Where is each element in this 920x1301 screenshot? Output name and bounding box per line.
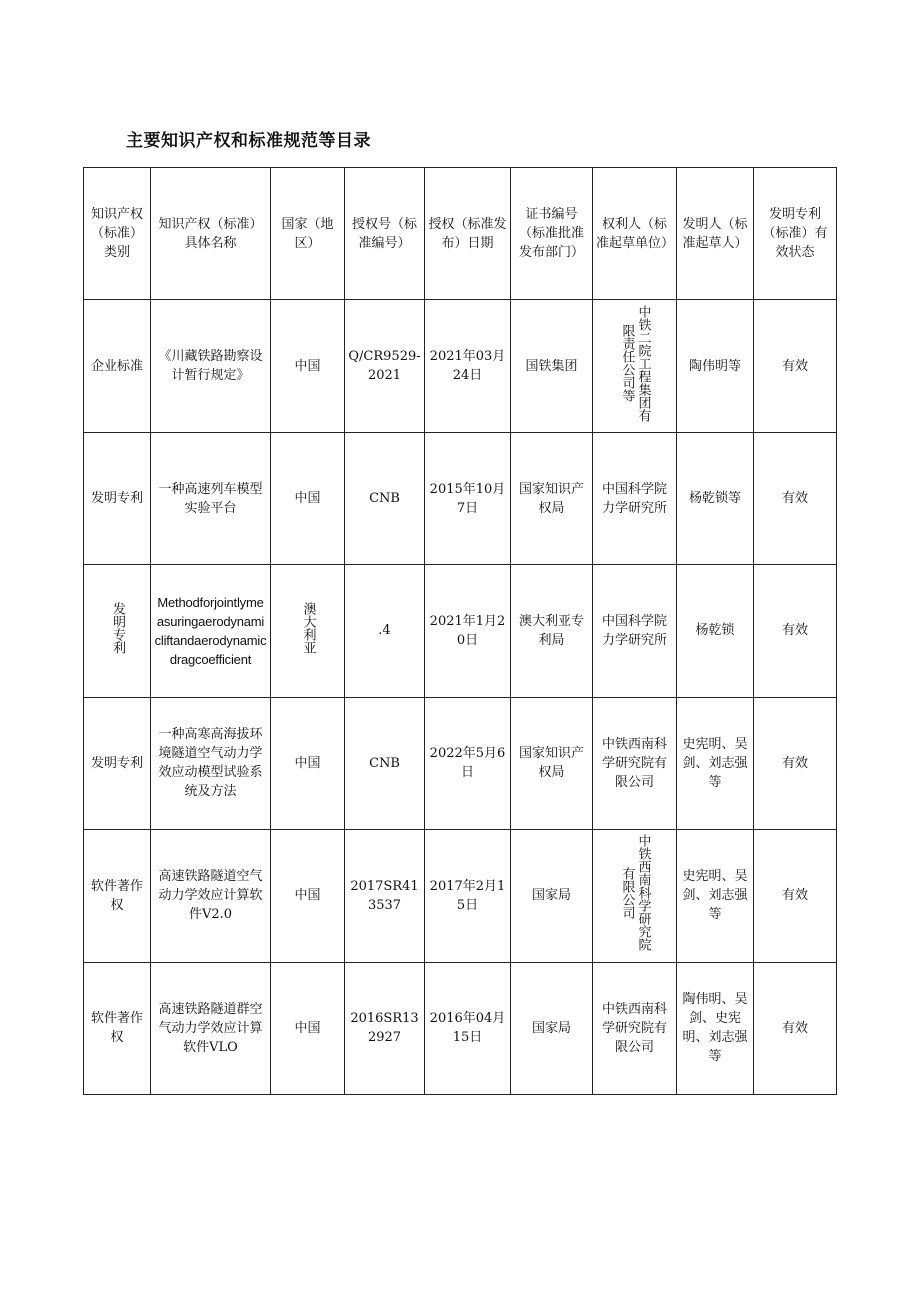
header-inventor: 发明人（标准起草人）	[677, 168, 754, 300]
cell-number: 2016SR132927	[345, 962, 425, 1094]
cell-cert: 国家局	[511, 830, 593, 962]
cell-category: 发明专利	[84, 697, 151, 829]
cell-inventor: 杨乾锁	[677, 565, 754, 697]
cell-category: 软件著作权	[84, 962, 151, 1094]
cell-country: 中国	[271, 697, 345, 829]
table-row	[84, 565, 837, 697]
table-row	[84, 697, 837, 829]
cell-status: 有效	[754, 565, 837, 697]
cell-inventor: 陶伟明等	[677, 300, 754, 432]
cell-cert: 国家知识产权局	[511, 697, 593, 829]
cell-country: 中国	[271, 432, 345, 564]
cell-country	[271, 565, 345, 697]
cell-date: 2016年04月15日	[425, 962, 511, 1094]
cell-status: 有效	[754, 830, 837, 962]
header-date: 授权（标准发布）日期	[425, 168, 511, 300]
cell-category	[84, 565, 151, 697]
page-title: 主要知识产权和标准规范等目录	[126, 131, 371, 151]
cell-inventor: 史宪明、吴剑、刘志强等	[677, 697, 754, 829]
cell-category-text: 发明专利	[110, 601, 125, 654]
cell-status: 有效	[754, 962, 837, 1094]
cell-owner: 中铁西南科学研究院有限公司	[593, 697, 677, 829]
cell-inventor: 杨乾锁等	[677, 432, 754, 564]
cell-date: 2021年1月20日	[425, 565, 511, 697]
cell-owner: 中国科学院力学研究所	[593, 565, 677, 697]
header-cert: 证书编号（标准批准发布部门）	[511, 168, 593, 300]
header-status: 发明专利（标准）有效状态	[754, 168, 837, 300]
cell-cert: 国家知识产权局	[511, 432, 593, 564]
cell-status: 有效	[754, 432, 837, 564]
cell-name: Methodforjointlymeasuringaerodynamicliftandaerodynamicdragcoefficient	[151, 565, 271, 697]
cell-country-text: 澳大利亚	[300, 601, 316, 654]
header-number: 授权号（标准编号）	[345, 168, 425, 300]
cell-cert: 澳大利亚专利局	[511, 565, 593, 697]
cell-number: CNB	[345, 432, 425, 564]
header-name: 知识产权（标准）具体名称	[151, 168, 271, 300]
cell-inventor: 陶伟明、吴剑、史宪明、刘志强等	[677, 962, 754, 1094]
cell-date: 2015年10月7日	[425, 432, 511, 564]
table-row	[84, 962, 837, 1094]
cell-name: 一种高寒高海拔环境隧道空气动力学效应动模型试验系统及方法	[151, 697, 271, 829]
cell-date: 2017年2月15日	[425, 830, 511, 962]
cell-date: 2021年03月24日	[425, 300, 511, 432]
cell-number: 2017SR413537	[345, 830, 425, 962]
header-row	[84, 168, 837, 300]
cell-status: 有效	[754, 300, 837, 432]
cell-category: 企业标准	[84, 300, 151, 432]
header-category: 知识产权（标准）类别	[84, 168, 151, 300]
ip-catalog-table	[83, 167, 837, 1095]
cell-owner	[593, 300, 677, 432]
cell-country: 中国	[271, 962, 345, 1094]
cell-number: .4	[345, 565, 425, 697]
cell-inventor: 史宪明、吴剑、刘志强等	[677, 830, 754, 962]
cell-status: 有效	[754, 697, 837, 829]
header-owner: 权利人（标准起草单位）	[593, 168, 677, 300]
cell-category: 发明专利	[84, 432, 151, 564]
cell-cert: 国铁集团	[511, 300, 593, 432]
cell-owner	[593, 830, 677, 962]
cell-name: 一种高速列车模型实验平台	[151, 432, 271, 564]
cell-owner-text: 中铁西南科学研究院有限公司	[619, 834, 651, 952]
cell-number: Q/CR9529-2021	[345, 300, 425, 432]
cell-owner: 中铁西南科学研究院有限公司	[593, 962, 677, 1094]
cell-cert: 国家局	[511, 962, 593, 1094]
table-row	[84, 432, 837, 564]
cell-number: CNB	[345, 697, 425, 829]
table-row	[84, 830, 837, 962]
header-country: 国家（地区）	[271, 168, 345, 300]
cell-owner: 中国科学院力学研究所	[593, 432, 677, 564]
table-row	[84, 300, 837, 432]
cell-name: 高速铁路隧道空气动力学效应计算软件V2.0	[151, 830, 271, 962]
cell-date: 2022年5月6日	[425, 697, 511, 829]
cell-name: 高速铁路隧道群空气动力学效应计算软件VLO	[151, 962, 271, 1094]
cell-name: 《川藏铁路勘察设计暂行规定》	[151, 300, 271, 432]
cell-owner-text: 中铁二院工程集团有限责任公司等	[619, 304, 651, 422]
cell-country: 中国	[271, 830, 345, 962]
cell-country: 中国	[271, 300, 345, 432]
cell-category: 软件著作权	[84, 830, 151, 962]
